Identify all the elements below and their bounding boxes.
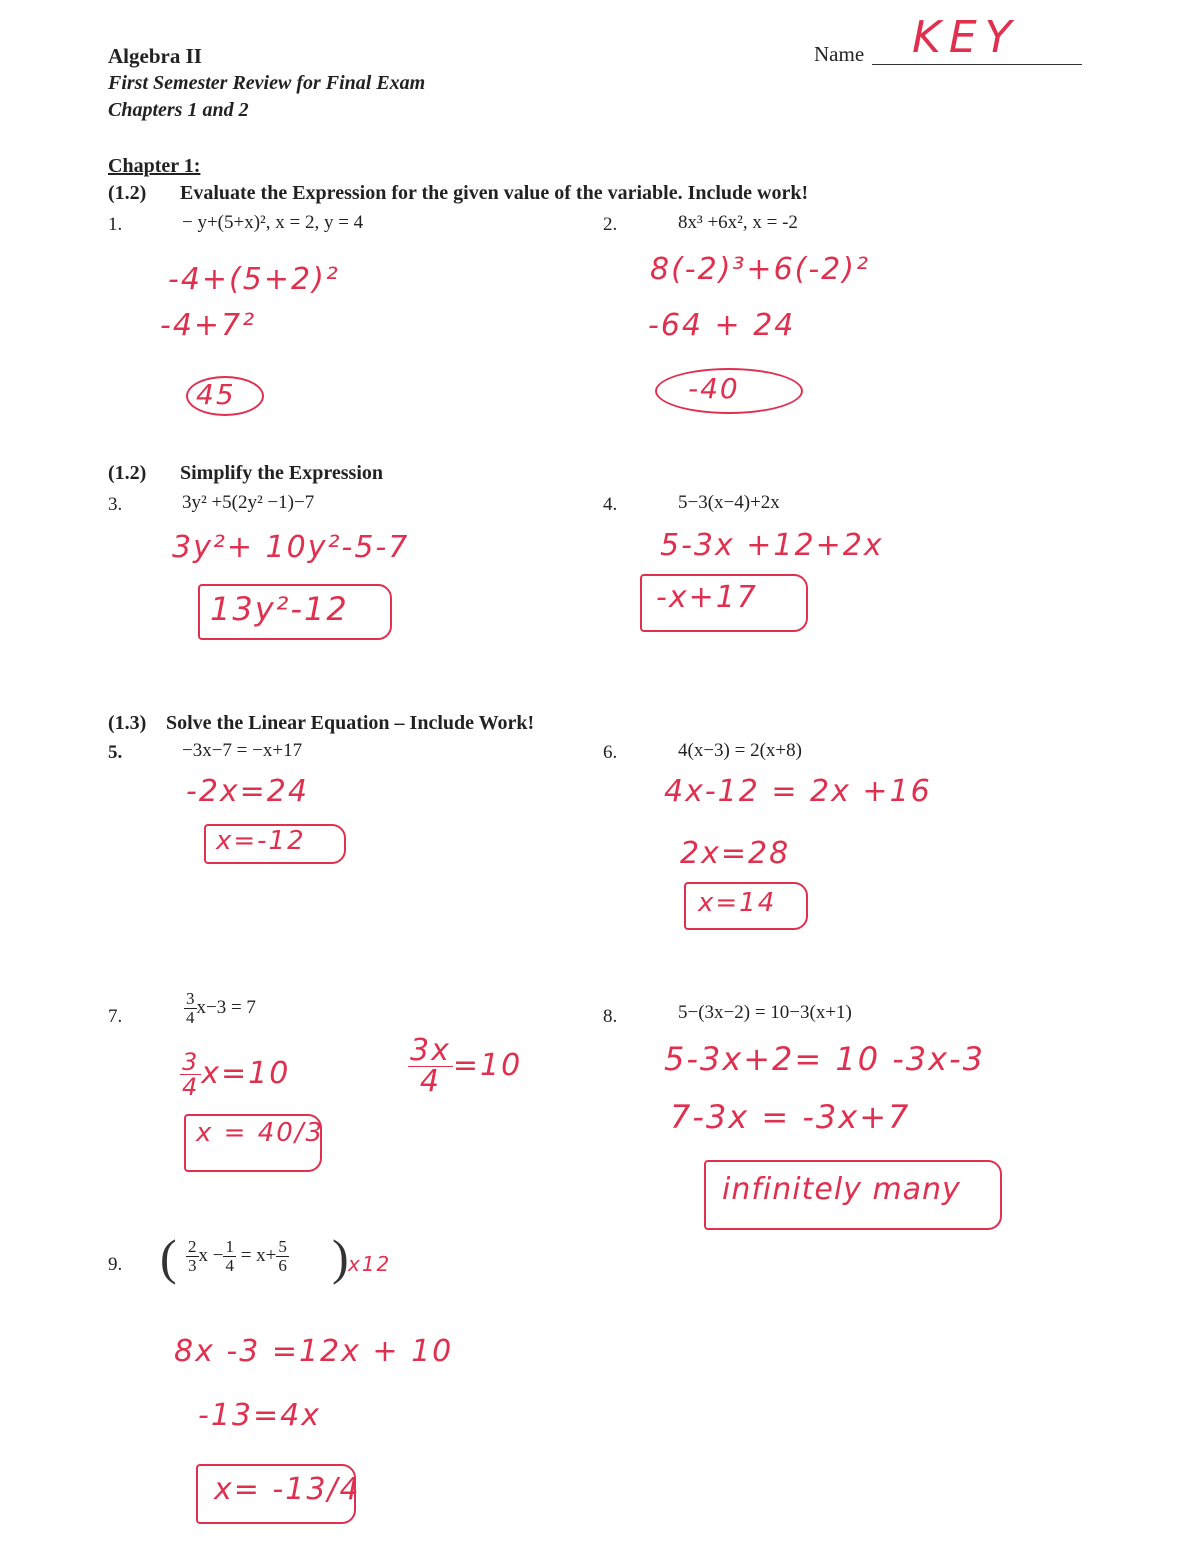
work-line: 3y²+ 10y²-5-7 (172, 530, 410, 565)
name-label: Name (814, 42, 865, 66)
problem-expression: 3y² +5(2y² −1)−7 (182, 492, 315, 513)
chapters-subtitle: Chapters 1 and 2 (108, 99, 249, 121)
problem-number: 9. (108, 1254, 123, 1275)
work-line: -2x=24 (186, 774, 309, 809)
work-line: 2x=28 (680, 836, 791, 871)
fraction: $\frac{5}{6}$ (278, 1237, 287, 1275)
answer: -x+17 (656, 580, 758, 615)
problem-number: 3. (108, 494, 123, 515)
chapter-heading: Chapter 1: (108, 155, 201, 177)
answer: 13y²-12 (210, 590, 349, 628)
work-line: 5-3x+2= 10 -3x-3 (664, 1040, 985, 1078)
problem-number: 7. (108, 1006, 123, 1027)
fraction: $\frac{1}{4}$ (225, 1237, 234, 1275)
fraction: $\frac{3}{4}$ (182, 1048, 200, 1101)
work-line: 7-3x = -3x+7 (670, 1098, 911, 1136)
close-paren: ) (332, 1229, 349, 1285)
course-title: Algebra II (108, 44, 202, 68)
work-line: 8(-2)³+6(-2)² (650, 252, 871, 287)
problem-number: 2. (603, 214, 618, 235)
problem-expression: 5−3(x−4)+2x (678, 492, 780, 513)
section-title: Solve the Linear Equation – Include Work! (166, 712, 535, 734)
fraction: $\frac{3x}{4}$ (410, 1033, 451, 1099)
work-line: 8x -3 =12x + 10 (174, 1334, 454, 1369)
fraction: $\frac{3}{4}$ (186, 989, 195, 1027)
section-title: Evaluate the Expression for the given value of the variable. Include work! (180, 182, 809, 204)
work-line: -4+7² (160, 308, 257, 343)
section-tag: (1.2) (108, 462, 147, 484)
section-tag: (1.3) (108, 712, 147, 734)
worksheet-title: First Semester Review for Final Exam (108, 72, 426, 94)
open-paren: ( (160, 1229, 177, 1285)
problem-expression: −3x−7 = −x+17 (182, 740, 303, 761)
answer: x=-12 (216, 826, 306, 856)
problem-expression: − y+(5+x)², x = 2, y = 4 (182, 212, 364, 233)
answer: 45 (196, 378, 236, 411)
problem-expression: 5−(3x−2) = 10−3(x+1) (678, 1002, 852, 1023)
problem-number: 6. (603, 742, 618, 763)
problem-expression: 8x³ +6x², x = -2 (678, 212, 798, 233)
answer: x = 40/3 (196, 1118, 325, 1148)
work-line: -13=4x (198, 1398, 321, 1433)
problem-number: 1. (108, 214, 123, 235)
problem-expression: 4(x−3) = 2(x+8) (678, 740, 802, 761)
work-line: -64 + 24 (648, 308, 796, 343)
work-line: 4x-12 = 2x +16 (664, 774, 932, 809)
section-title: Simplify the Expression (180, 462, 383, 484)
problem-expression: $\frac{2}{3}$ x − $\frac{1}{4}$ = x+ $\frac{5}{6}$ (188, 1237, 287, 1275)
problem-number: 4. (603, 494, 618, 515)
multiplier-note: x12 (348, 1252, 392, 1276)
name-value: KEY (912, 12, 1020, 63)
work-line: -4+(5+2)² (168, 262, 340, 297)
problem-expression: $\frac{3}{4}$ x−3 = 7 (186, 989, 256, 1027)
fraction: $\frac{2}{3}$ (188, 1237, 197, 1275)
name-line (872, 64, 1082, 65)
answer: -40 (688, 372, 740, 405)
work-line: 5-3x +12+2x (660, 528, 884, 563)
problem-number: 5. (108, 742, 123, 763)
problem-number: 8. (603, 1006, 618, 1027)
side-work: $\frac{3x}{4}$ =10 (410, 1033, 523, 1099)
answer: x=14 (698, 888, 777, 918)
answer: infinitely many (722, 1172, 961, 1207)
answer: x= -13/4 (214, 1472, 361, 1507)
section-tag: (1.2) (108, 182, 147, 204)
work-line: $\frac{3}{4}$ x=10 (182, 1048, 291, 1101)
